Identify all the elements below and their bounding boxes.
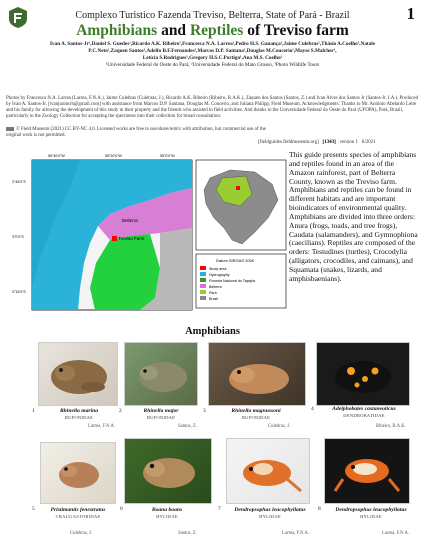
species-number: 2 (119, 408, 122, 414)
authors-line: P.C.Neto¹,Zaquen Santos¹,Adelfo B.F.Fernandes¹,Marcos D.P. Santana¹,Douglas M.Coucerio¹,Mayse S.Malcher¹, (88, 48, 337, 55)
legend-item: Floresta Nacional do Tapajós (209, 279, 256, 283)
species-family: HYLIDAE (360, 514, 382, 519)
cc-license-icon (6, 127, 14, 131)
species-name: Dendropsophus leucophyllatus (335, 507, 407, 513)
study-area-marker (112, 236, 117, 241)
coord-left-3: 3°15'0"S (12, 290, 26, 294)
subtitle-rest: of Treviso farm (243, 22, 349, 39)
species-name: Rhinella major (143, 408, 179, 414)
species-name: Boana boans (151, 507, 183, 513)
species-family: HYLIDAE (156, 514, 178, 519)
guide-subtitle (0, 22, 425, 40)
legend-item: Pará (209, 291, 217, 295)
photo-credit: Ribeiro, R.A.K. (376, 424, 406, 429)
subtitle-and: and (157, 22, 190, 39)
coord-top-1: 55°40'0"W (48, 154, 65, 158)
guide-description: This guide presents species of amphibians and reptiles found in an area of the Amazon rainforest, part of Belterra County, known as the Treviso farm. Amphibians and reptiles can be found in different habitats and are important bioindicators of environmental quality. Amphibians are divided into three orders: Anura (frogs, toads, and tree frogs), Caudata (salamanders), and Gymnophiona (caecilians). Reptiles are composed of the orders: Testudines (turtles), Crocodylia (alligators, crocodiles, and caimans), and Squamata (snakes, lizards, and amphisbaenians). (289, 150, 418, 283)
species-photo-1 (38, 342, 118, 406)
species-number: 5 (32, 506, 35, 512)
species-photo-2 (124, 342, 198, 406)
legend-item: Belterra (209, 285, 222, 289)
species-number: 6 (120, 506, 123, 512)
species-family: HYLIDAE (259, 514, 281, 519)
legend-item: Study area (209, 267, 227, 271)
species-name: Pristimantis fenestratus (50, 507, 106, 513)
legend-title: Datum SIRGAS 2000 (216, 258, 255, 263)
photo-credits-text: Photos by Francesca N.A. Larrea (Larrea, F.N.A.), Jaime Culebras (Culebras, J.), Ricardo A.K. Ribeiro (Ribeiro, R.A.K.), Zaquen dos Santos (Santos, Z.) and Ivan Alves dos Santos Jr (Santos-Jr, I.A.). Produced by Ivan A. Santos-Jr. [ivanjuniorrh@gmail.com] with assistance from Marcos D.P. Santana, Douglas M. Coucerio, and Juliana Philipp, Field Museum. Acknowledgments: Thanks to Mr. Antônio Abelardo Leite and his family for allowing the development of this study in their property and the friends who assisted in field activities. And thanks to the Universidade Federal do Oeste do Pará (UFOPA), Pará, Brazil, particularly to the Zoology Collection for accepting the specimens into their collection for broad consultation. (6, 96, 419, 120)
species-photo-6 (124, 438, 212, 504)
photo-credit: Culebras, J. (268, 424, 291, 429)
species-name: Rhinella magnussoni (231, 408, 281, 414)
meta-date: 8/2021 (361, 140, 376, 145)
map-label-belterra: Belterra (122, 218, 138, 223)
photo-credit: Larrea, F.N.A. (382, 531, 410, 536)
section-title-amphibians: Amphibians (185, 326, 240, 337)
species-photo-3 (208, 342, 306, 406)
species-family: BUFONIDAE (146, 415, 176, 420)
meta-version: version 1 (339, 140, 359, 145)
photo-credit: Santos, Z. (178, 424, 197, 429)
species-photo-7 (226, 438, 310, 504)
species-photo-5 (40, 442, 116, 504)
species-number: 8 (318, 506, 321, 512)
species-family: CRAUGASTORIDAE (55, 514, 101, 519)
brazil-inset-map (196, 160, 286, 250)
coord-left-2: 3°0'0"S (12, 235, 24, 239)
copyright-label: © Field Museum (2021) CC BY-NC 4.0. Licensed works are free to use/share/remix with attribution, but commercial use of the original work is not permitted. (6, 127, 266, 139)
authors-line: Letícia S.Rodrigues¹,Gregory H.S.C.Portigo¹,Ana M.S. Coelho¹ (142, 55, 283, 62)
species-photo-8 (324, 438, 410, 504)
species-photo-4 (316, 342, 410, 406)
photo-credit: Larrea, F.N.A. (282, 531, 310, 536)
page-number: 1 (406, 4, 415, 23)
map-label-treviso: Treviso Farm (118, 236, 145, 241)
species-name: Dendropsophus leucophyllatus (234, 507, 306, 513)
species-family: DENDROBATIDAE (343, 413, 385, 418)
species-number: 7 (218, 506, 221, 512)
species-family: BUFONIDAE (241, 415, 271, 420)
meta-id: [1343] (322, 140, 336, 145)
photo-credit: Santos, Z. (178, 531, 197, 536)
photo-credit: Larrea, F.N.A. (88, 424, 116, 429)
species-number: 3 (203, 408, 206, 414)
subtitle-reptiles: Reptiles (189, 22, 244, 39)
study-area-map (10, 148, 288, 324)
subtitle-amphibians: Amphibians (76, 22, 158, 39)
coord-top-3: 55°0'0"W (160, 154, 175, 158)
coord-top-2: 55°20'0"W (105, 154, 122, 158)
species-number: 4 (311, 406, 314, 412)
species-name: Rhinella marina (59, 408, 99, 414)
map-legend (196, 254, 286, 308)
photo-credit: Culebras, J. (70, 531, 93, 536)
species-family: BUFONIDAE (64, 415, 94, 420)
copyright-text (6, 127, 275, 139)
authors-block (6, 41, 419, 69)
guide-meta (258, 140, 376, 145)
guide-title: Complexo Turistico Fazenda Treviso, Belterra, State of Pará - Brazil (75, 10, 350, 21)
legend-item: Brazil (209, 297, 218, 301)
species-number: 1 (32, 408, 35, 414)
meta-site: [fieldguides.fieldmuseum.org] (258, 140, 319, 145)
species-name: Adelphobates castaneoticus (332, 406, 396, 412)
legend-item: Hydrography (209, 273, 230, 277)
authors-line: Ivan A. Santos-Jr¹,Daniel S. Guedes¹,Ricardo A.K. Ribeiro¹,Francesca N.A. Larrea¹,Pedro H.S. Ganança¹,Jaime Culebras¹,Thásio A.Coelho¹,Natale (49, 41, 376, 47)
affiliations-line: ¹Universidade Federal do Oeste do Pará, ²Universidade Federal do Mato Grosso, ³Photo Wildlife Tours (105, 62, 320, 69)
coord-left-1: 2°45'0"S (12, 180, 26, 184)
